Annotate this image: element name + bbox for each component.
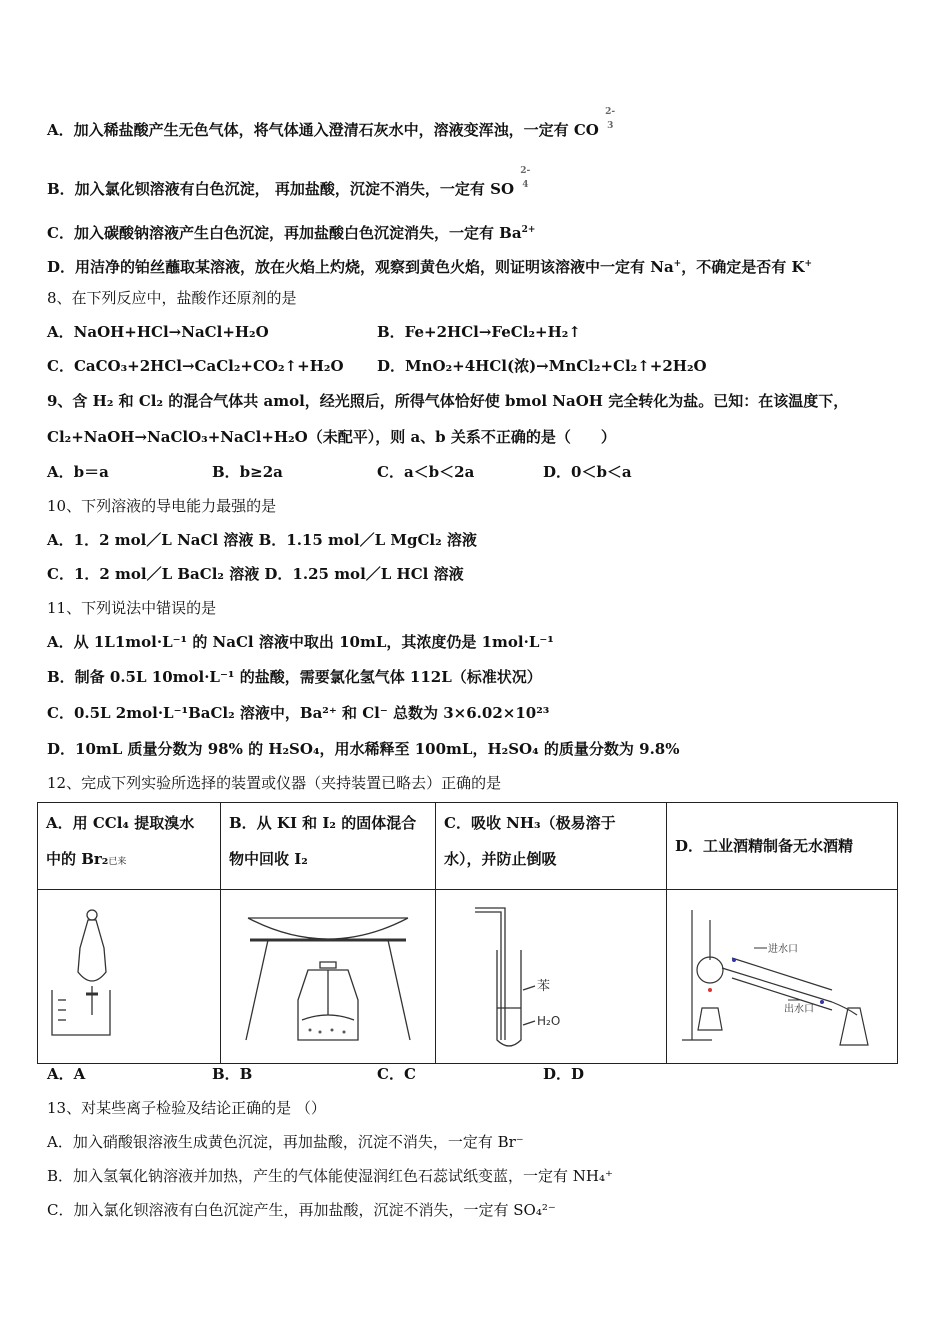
q11-stem: 11、下列说法中错误的是: [47, 599, 217, 617]
q8-option-c: C．CaCO₃+2HCl→CaCl₂+CO₂↑+H₂O: [47, 357, 344, 375]
q8-option-a: A．NaOH+HCl→NaCl+H₂O: [47, 323, 269, 341]
cell-a-text: [38, 803, 221, 890]
label-water: H₂O: [537, 1014, 561, 1028]
cell-a-tail: 已来: [108, 857, 127, 867]
q11-option-a: A．从 1L1mol·L⁻¹ 的 NaCl 溶液中取出 10mL，其浓度仍是 1mol·L⁻¹: [47, 633, 554, 651]
q13-stem: 13、对某些离子检验及结论正确的是 （）: [47, 1099, 326, 1117]
q11-option-b: B．制备 0.5L 10mol·L⁻¹ 的盐酸，需要氯化氢气体 112L（标准状况）: [47, 668, 542, 686]
q11-option-d: D．10mL 质量分数为 98% 的 H₂SO₄，用水稀释至 100mL，H₂SO₄ 的质量分数为 9.8%: [47, 740, 680, 758]
cell-a-line1: A．用 CCl₄ 提取溴水: [46, 814, 195, 832]
q7-option-a: [47, 107, 616, 141]
label-outlet: 出水口: [784, 1004, 814, 1015]
q10-options-ab: A．1．2 mol／L NaCl 溶液 B．1.15 mol／L MgCl₂ 溶液: [47, 531, 477, 549]
k-charge: +: [804, 259, 813, 269]
q7-option-b-text: B．加入氯化钡溶液有白色沉淀， 再加盐酸，沉淀不消失，一定有 SO: [47, 180, 515, 198]
table-row: [38, 890, 898, 1064]
q13-option-b: B．加入氢氧化钠溶液并加热，产生的气体能使湿润红色石蕊试纸变蓝，一定有 NH₄⁺: [47, 1167, 613, 1185]
q12-stem: 12、完成下列实验所选择的装置或仪器（夹持装置已略去）正确的是: [47, 774, 502, 792]
gas-absorption-diagram: [451, 890, 651, 1050]
q12-option-c: C．C: [377, 1065, 416, 1083]
q11-option-c: C．0.5L 2mol·L⁻¹BaCl₂ 溶液中，Ba²⁺ 和 Cl⁻ 总数为 3×6.02×10²³: [47, 704, 550, 722]
co3-subscript: 3: [607, 121, 614, 131]
q7-option-d: [47, 253, 812, 278]
cell-b-text: [221, 803, 436, 890]
q7-option-d-text1: D．用洁净的铂丝蘸取某溶液，放在火焰上灼烧，观察到黄色火焰，则证明该溶液中一定有 Na: [47, 258, 674, 276]
q7-option-d-text2: ，不确定是否有 K: [681, 258, 805, 276]
cell-c-figure: [436, 890, 667, 1064]
q12-apparatus-table: [37, 802, 898, 1064]
q7-option-c-text: C．加入碳酸钠溶液产生白色沉淀，再加盐酸白色沉淀消失，一定有 Ba: [47, 224, 522, 242]
cell-c-text: [436, 803, 667, 890]
q9-stem-1: 9、含 H₂ 和 Cl₂ 的混合气体共 amol，经光照后，所得气体恰好使 bmol NaOH 完全转化为盐。已知：在该温度下，: [47, 392, 849, 410]
q9-option-d: D．0＜b＜a: [543, 463, 632, 481]
q10-stem: 10、下列溶液的导电能力最强的是: [47, 497, 277, 515]
cell-b-figure: [221, 890, 436, 1064]
evaporating-dish-diagram: [228, 890, 428, 1050]
q10-options-cd: C．1．2 mol／L BaCl₂ 溶液 D．1.25 mol／L HCl 溶液: [47, 565, 464, 583]
q8-stem: 8、在下列反应中，盐酸作还原剂的是: [47, 289, 297, 307]
cell-c-line1: C．吸收 NH₃（极易溶于: [444, 814, 616, 832]
q9-stem-2: Cl₂+NaOH→NaClO₃+NaCl+H₂O（未配平），则 a、b 关系不正确的是（ ）: [47, 428, 616, 446]
cell-c-line2: 水），并防止倒吸: [444, 850, 557, 868]
q13-option-a: A．加入硝酸银溶液生成黄色沉淀，再加盐酸，沉淀不消失，一定有 Br⁻: [47, 1133, 524, 1151]
distillation-diagram: [672, 890, 892, 1050]
table-row: [38, 803, 898, 890]
q12-option-d: D．D: [543, 1065, 585, 1083]
cell-d-text: [667, 803, 898, 890]
cell-a-line2-wrap: [46, 841, 212, 880]
q7-option-c: [47, 219, 535, 244]
so4-subscript: 4: [522, 180, 529, 190]
q12-option-b: B．B: [212, 1065, 253, 1083]
cell-d-figure: [667, 890, 898, 1064]
so4-charge: 2-: [520, 166, 531, 176]
ba-charge: 2+: [521, 225, 536, 235]
q9-option-c: C．a＜b＜2a: [377, 463, 475, 481]
separatory-funnel-diagram: [44, 890, 214, 1050]
cell-a-line2: 中的 Br₂: [46, 850, 109, 868]
q8-option-d: D．MnO₂+4HCl(浓)→MnCl₂+Cl₂↑+2H₂O: [377, 357, 707, 375]
q7-option-b: [47, 166, 531, 200]
q8-option-b: B．Fe+2HCl→FeCl₂+H₂↑: [377, 323, 581, 341]
cell-a-figure: [38, 890, 221, 1064]
cell-b-line1: B．从 KI 和 I₂ 的固体混合: [229, 814, 417, 832]
q13-option-c: C．加入氯化钡溶液有白色沉淀产生，再加盐酸，沉淀不消失，一定有 SO₄²⁻: [47, 1201, 556, 1219]
q12-option-a: A．A: [47, 1065, 86, 1083]
q7-option-a-text: A．加入稀盐酸产生无色气体，将气体通入澄清石灰水中，溶液变浑浊，一定有 CO: [47, 121, 599, 139]
label-inlet: 进水口: [768, 944, 798, 955]
cell-b-line2: 物中回收 I₂: [229, 850, 308, 868]
q9-option-b: B．b≥2a: [212, 463, 283, 481]
label-benzene: 苯: [537, 979, 551, 994]
na-charge: +: [673, 259, 682, 269]
q9-option-a: A．b＝a: [47, 463, 109, 481]
co3-charge: 2-: [605, 107, 616, 117]
cell-d-line1: D．工业酒精制备无水酒精: [675, 837, 854, 855]
